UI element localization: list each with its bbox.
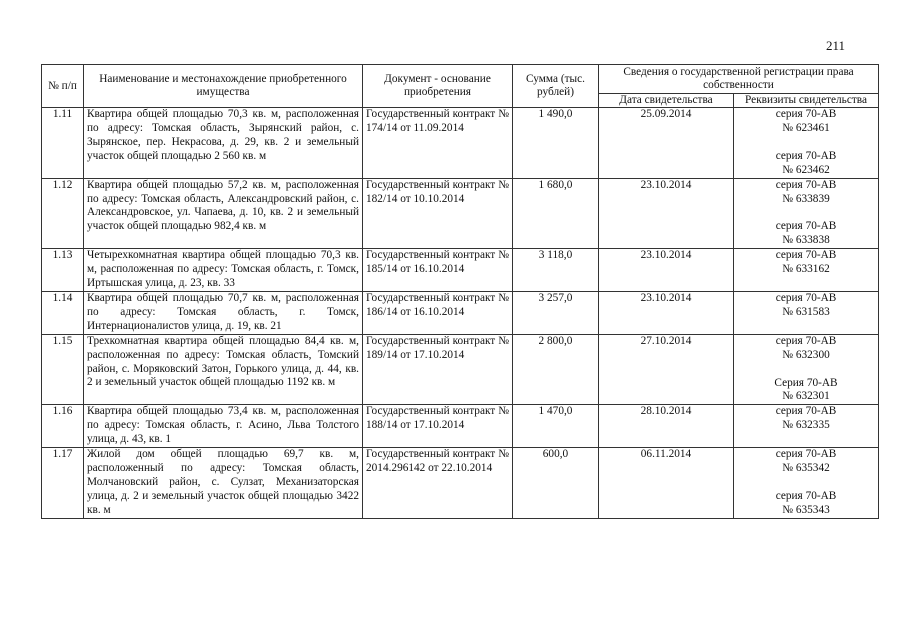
certificate-line: № 635342: [782, 461, 830, 474]
amount: 1 470,0: [513, 405, 599, 448]
certificate-line: серия 70-АВ: [775, 448, 837, 461]
table-row: [42, 108, 879, 179]
table-row: [42, 448, 879, 519]
certificate-details: [734, 291, 879, 334]
row-number: 1.11: [42, 108, 84, 179]
certificate-line: серия 70-АВ: [775, 489, 837, 502]
table-row: [42, 405, 879, 448]
spacer: [737, 476, 875, 490]
certificate-date: 23.10.2014: [599, 249, 734, 292]
row-number: 1.16: [42, 405, 84, 448]
header-sum: Сумма (тыс. рублей): [513, 65, 599, 108]
certificate-date: 27.10.2014: [599, 334, 734, 405]
acquisition-document: Государственный контракт № 188/14 от 17.10.2014: [363, 405, 513, 448]
amount: 3 118,0: [513, 249, 599, 292]
row-number: 1.14: [42, 291, 84, 334]
property-description: Четырехкомнатная квартира общей площадью 70,3 кв. м, расположенная по адресу: Томская область, г. Томск, Иртышская улица, д. 23, кв. 33: [84, 249, 363, 292]
certificate-line: № 623462: [782, 163, 830, 176]
header-cert-date: Дата свидетельства: [599, 94, 734, 108]
certificate-line: № 632300: [782, 348, 830, 361]
property-description: Квартира общей площадью 57,2 кв. м, расположенная по адресу: Томская область, Александровский район, с. Александровское, ул. Чапаева, д. 10, кв. 2 и земельный участок общей площадью 982,4 кв. м: [84, 178, 363, 249]
amount: 600,0: [513, 448, 599, 519]
certificate-details: [734, 178, 879, 249]
header-num: № п/п: [42, 65, 84, 108]
table-row: [42, 178, 879, 249]
table-row: [42, 291, 879, 334]
page-number: 211: [826, 38, 846, 53]
certificate-line: № 633839: [782, 192, 830, 205]
certificate-details: [734, 334, 879, 405]
table-body: [42, 108, 879, 519]
spacer: [737, 206, 875, 220]
header-registration: Сведения о государственной регистрации права собственности: [599, 65, 879, 94]
certificate-details: [734, 448, 879, 519]
certificate-line: Серия 70-АВ: [774, 376, 838, 389]
header-doc: Документ - основание приобретения: [363, 65, 513, 108]
certificate-line: № 633838: [782, 234, 830, 247]
property-table: [41, 64, 879, 519]
acquisition-document: Государственный контракт № 2014.296142 от 22.10.2014: [363, 448, 513, 519]
header-name: Наименование и местонахождение приобретенного имущества: [84, 65, 363, 108]
certificate-details: [734, 405, 879, 448]
acquisition-document: Государственный контракт № 189/14 от 17.10.2014: [363, 334, 513, 405]
certificate-line: серия 70-АВ: [775, 178, 837, 191]
row-number: 1.13: [42, 249, 84, 292]
table-row: [42, 334, 879, 405]
certificate-line: № 631583: [782, 305, 830, 318]
table-row: [42, 249, 879, 292]
amount: 2 800,0: [513, 334, 599, 405]
certificate-date: 23.10.2014: [599, 291, 734, 334]
certificate-date: 23.10.2014: [599, 178, 734, 249]
row-number: 1.12: [42, 178, 84, 249]
certificate-line: серия 70-АВ: [775, 291, 837, 304]
spacer: [737, 136, 875, 150]
row-number: 1.17: [42, 448, 84, 519]
certificate-details: [734, 249, 879, 292]
certificate-date: 28.10.2014: [599, 405, 734, 448]
amount: 1 490,0: [513, 108, 599, 179]
certificate-line: серия 70-АВ: [775, 405, 837, 418]
certificate-line: серия 70-АВ: [775, 149, 837, 162]
certificate-details: [734, 108, 879, 179]
certificate-line: № 632335: [782, 419, 830, 432]
header-cert-details: Реквизиты свидетельства: [734, 94, 879, 108]
acquisition-document: Государственный контракт № 186/14 от 16.10.2014: [363, 291, 513, 334]
property-description: Жилой дом общей площадью 69,7 кв. м, расположенный по адресу: Томская область, Молчановский район, с. Сулзат, Механизаторская улица, д. 2 и земельный участок общей площадью 3422 кв. м: [84, 448, 363, 519]
certificate-date: 06.11.2014: [599, 448, 734, 519]
property-description: Квартира общей площадью 70,3 кв. м, расположенная по адресу: Томская область, Зырянский район, с. Зырянское, пер. Некрасова, д. 29, кв. 2 и земельный участок общей площадью 2 560 кв. м: [84, 108, 363, 179]
certificate-line: серия 70-АВ: [775, 220, 837, 233]
property-description: Трехкомнатная квартира общей площадью 84,4 кв. м, расположенная по адресу: Томская область, Томский район, с. Моряковский Затон, Горького улица, д. 44, кв. 2 и земельный участок общей площадью 1192 кв. м: [84, 334, 363, 405]
acquisition-document: Государственный контракт № 185/14 от 16.10.2014: [363, 249, 513, 292]
certificate-line: серия 70-АВ: [775, 249, 837, 262]
certificate-line: серия 70-АВ: [775, 108, 837, 120]
property-description: Квартира общей площадью 70,7 кв. м, расположенная по адресу: Томская область, г. Томск, Интернационалистов улица, д. 19, кв. 21: [84, 291, 363, 334]
spacer: [737, 363, 875, 377]
certificate-line: № 635343: [782, 503, 830, 516]
certificate-line: серия 70-АВ: [775, 334, 837, 347]
certificate-line: № 633162: [782, 263, 830, 276]
acquisition-document: Государственный контракт № 174/14 от 11.09.2014: [363, 108, 513, 179]
property-description: Квартира общей площадью 73,4 кв. м, расположенная по адресу: Томская область, г. Асино, Льва Толстого улица, д. 43, кв. 1: [84, 405, 363, 448]
certificate-date: 25.09.2014: [599, 108, 734, 179]
certificate-line: № 623461: [782, 121, 830, 134]
acquisition-document: Государственный контракт № 182/14 от 10.10.2014: [363, 178, 513, 249]
amount: 1 680,0: [513, 178, 599, 249]
amount: 3 257,0: [513, 291, 599, 334]
row-number: 1.15: [42, 334, 84, 405]
certificate-line: № 632301: [782, 390, 830, 403]
